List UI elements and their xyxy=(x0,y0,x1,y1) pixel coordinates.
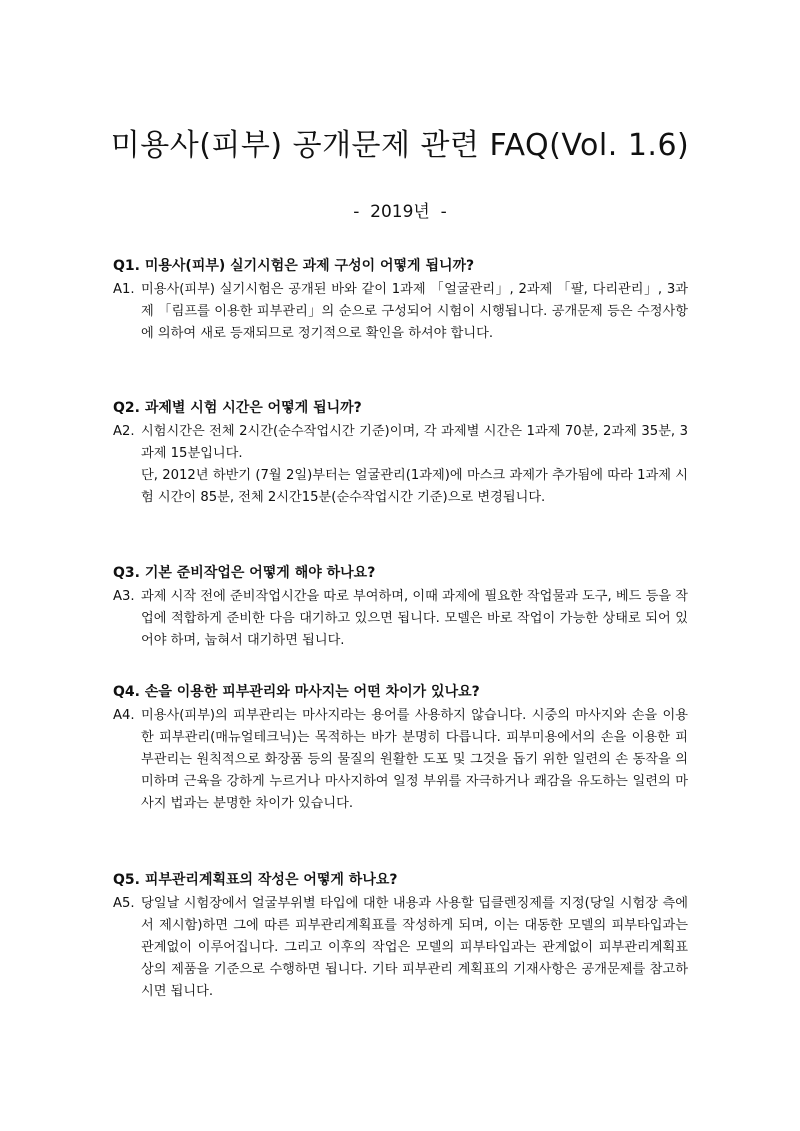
faq-item-1 xyxy=(113,256,688,345)
question xyxy=(113,682,688,702)
answer-label: A3. xyxy=(113,589,135,604)
question-text: 과제별 시험 시간은 어떻게 됩니까? xyxy=(144,400,362,416)
answer-paragraph: 당일날 시험장에서 얼굴부위별 타입에 대한 내용과 사용할 딥클렌징제를 지정(당일 시험장 측에서 제시함)하면 그에 따른 피부관리계획표를 작성하게 되며, 이는 대동한 모델의 피부타입과는 관계없이 이루어집니다. 그리고 이후의 작업은 모델의 피부타입과는 관계없이 피부관리계획표 상의 제품을 기준으로 수행하면 됩니다. 기타 피부관리 계획표의 기재사항은 공개문제를 참고하시면 됩니다. xyxy=(141,896,688,999)
faq-item-4 xyxy=(113,682,688,815)
question xyxy=(113,870,688,890)
question-label: Q2. xyxy=(113,400,140,416)
question xyxy=(113,256,688,276)
faq-item-2 xyxy=(113,398,688,509)
answer xyxy=(113,705,688,815)
answer xyxy=(113,586,688,652)
answer-label: A2. xyxy=(113,424,135,439)
question-label: Q3. xyxy=(113,565,140,581)
question xyxy=(113,398,688,418)
question-text: 미용사(피부) 실기시험은 과제 구성이 어떻게 됩니까? xyxy=(144,258,475,274)
faq-item-5 xyxy=(113,870,688,1003)
question xyxy=(113,563,688,583)
question-text: 피부관리계획표의 작성은 어떻게 하나요? xyxy=(144,872,398,888)
answer-paragraph: 시험시간은 전체 2시간(순수작업시간 기준)이며, 각 과제별 시간은 1과제 70분, 2과제 35분, 3과제 15분입니다. xyxy=(141,424,688,461)
document-title: 미용사(피부) 공개문제 관련 FAQ(Vol. 1.6) xyxy=(110,128,690,163)
answer xyxy=(113,421,688,509)
answer-label: A5. xyxy=(113,896,135,911)
question-text: 기본 준비작업은 어떻게 해야 하나요? xyxy=(144,565,376,581)
question-label: Q1. xyxy=(113,258,140,274)
answer-paragraph: 미용사(피부) 실기시험은 공개된 바와 같이 1과제 「얼굴관리」, 2과제 「팔, 다리관리」, 3과제 「림프를 이용한 피부관리」의 순으로 구성되어 시험이 시행됩니다. 공개문제 등은 수정사항에 의하여 새로 등재되므로 정기적으로 확인을 하셔야 합니다. xyxy=(141,282,688,341)
question-label: Q4. xyxy=(113,684,140,700)
answer-paragraph: 과제 시작 전에 준비작업시간을 따로 부여하며, 이때 과제에 필요한 작업물과 도구, 베드 등을 작업에 적합하게 준비한 다음 대기하고 있으면 됩니다. 모델은 바로 작업이 가능한 상태로 되어 있어야 하며, 눕혀서 대기하면 됩니다. xyxy=(141,589,688,648)
answer xyxy=(113,279,688,345)
faq-item-3 xyxy=(113,563,688,652)
question-text: 손을 이용한 피부관리와 마사지는 어떤 차이가 있나요? xyxy=(144,684,480,700)
answer-paragraph: 단, 2012년 하반기 (7월 2일)부터는 얼굴관리(1과제)에 마스크 과제가 추가됨에 따라 1과제 시험 시간이 85분, 전체 2시간15분(순수작업시간 기준)으로 변경됩니다. xyxy=(141,468,688,505)
answer-label: A4. xyxy=(113,708,135,723)
answer-paragraph: 미용사(피부)의 피부관리는 마사지라는 용어를 사용하지 않습니다. 시중의 마사지와 손을 이용한 피부관리(매뉴얼테크닉)는 목적하는 바가 분명히 다릅니다. 피부미용에서의 손을 이용한 피부관리는 원칙적으로 화장품 등의 물질의 원활한 도포 및 그것을 돕기 위한 일련의 손 동작을 의미하며 근육을 강하게 누르거나 마사지하여 일정 부위를 자극하거나 쾌감을 유도하는 일련의 마사지 법과는 분명한 차이가 있습니다. xyxy=(141,708,688,811)
document-year: - 2019년 - xyxy=(353,202,447,222)
question-label: Q5. xyxy=(113,872,140,888)
answer xyxy=(113,893,688,1003)
answer-label: A1. xyxy=(113,282,135,297)
